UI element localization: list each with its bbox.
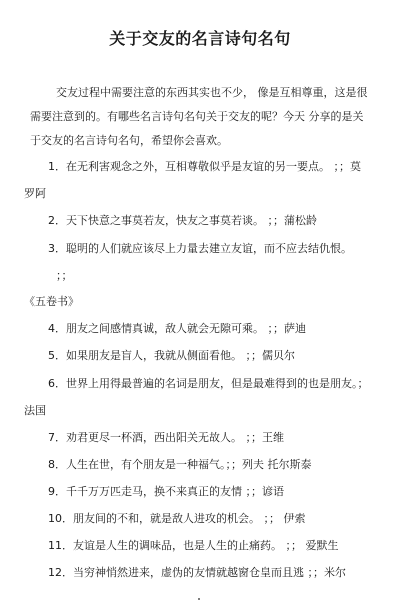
quote-line: 1．在无利害观念之外，互相尊敬似乎是友谊的另一要点。 ；；莫 bbox=[48, 160, 361, 173]
quote-line: 2．天下快意之事莫若友，快友之事莫若谈。 ；；蒲松龄 bbox=[48, 214, 317, 227]
page-dot bbox=[198, 598, 200, 600]
intro-line: 交友过程中需要注意的东西其实也不少， 像是互相尊重，这是很 bbox=[56, 86, 368, 99]
intro-line: 需要注意到的。有哪些名言诗句名句关于交友的呢？今天 分享的是关 bbox=[30, 110, 364, 123]
quote-line: 3．聪明的人们就应该尽上力量去建立友谊，而不应去结仇恨。 bbox=[48, 242, 352, 255]
quote-line: 法国 bbox=[24, 404, 46, 417]
quote-line: 8．人生在世，有个朋友是一种福气。；；列夫 托尔斯泰 bbox=[48, 458, 312, 471]
quote-line: 10．朋友间的不和，就是敌人进攻的机会。 ；； 伊索 bbox=[48, 512, 306, 525]
page-title: 关于交友的名言诗句名句 bbox=[109, 29, 291, 48]
quote-line: 11．友谊是人生的调味品，也是人生的止痛药。 ；； 爱默生 bbox=[48, 539, 339, 552]
quote-line: 12．当穷神悄然进来，虚伪的友情就越窗仓皇而且逃 ；；米尔 bbox=[48, 566, 346, 579]
quote-line: 6．世界上用得最普遍的名词是朋友，但是最难得到的也是朋友。； bbox=[48, 377, 369, 390]
quote-line: 7．劝君更尽一杯酒，西出阳关无故人。 ；；王维 bbox=[48, 431, 284, 444]
quote-line: 《五卷书》 bbox=[24, 295, 79, 308]
quote-line: 罗阿 bbox=[24, 187, 46, 200]
quote-line: 9．千千万万匹走马，换不来真正的友情 ；；谚语 bbox=[48, 485, 284, 498]
quote-line: 4．朋友之间感情真诚，敌人就会无隙可乘。 ；；萨迪 bbox=[48, 322, 306, 335]
quote-line: 5．如果朋友是盲人，我就从侧面看他。 ；；儒贝尔 bbox=[48, 349, 295, 362]
quote-line: ；； bbox=[56, 269, 73, 282]
intro-line: 于交友的名言诗句名句，希望你会喜欢。 bbox=[30, 134, 228, 147]
